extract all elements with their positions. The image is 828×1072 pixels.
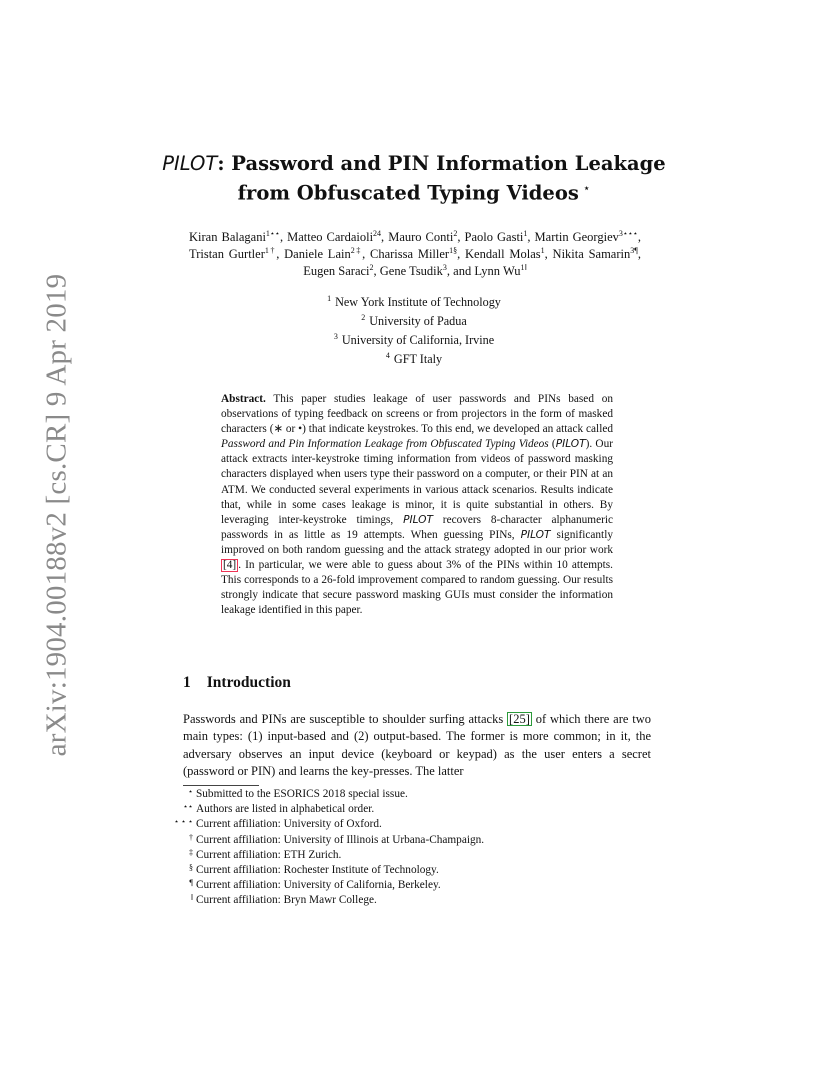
author: Lynn $Wu^{1‖}$ bbox=[474, 262, 527, 278]
author: Daniele Lain$^{2\ddagger}$, bbox=[284, 245, 370, 261]
section-number: 1 bbox=[183, 674, 191, 691]
section-title: Introduction bbox=[206, 674, 291, 691]
author: Matteo Cardaioli$^{24}$, bbox=[287, 228, 389, 244]
footnote: ‡ Current affiliation: ETH Zurich. bbox=[189, 847, 342, 861]
affiliation: $^1$ New York Institute of Technology bbox=[327, 294, 501, 310]
intro-paragraph: Passwords and PINs are susceptible to shoulder surfing attacks [25] of which there are two main types: (1) input-based and (2) output-based. The former is more common; in it, the adversary observes an input device (keyboard or keypad) as the user enters a secret (password or PIN) and learns the key-presses. The latter bbox=[183, 712, 652, 779]
arxiv-identifier: arXiv:1904.00188v2 [cs.CR] 9 Apr 2019 bbox=[40, 273, 73, 757]
system-name: PILOT bbox=[403, 513, 433, 526]
footnote: ¶ Current affiliation: University of California, Berkeley. bbox=[189, 878, 441, 892]
author: Eugen Saraci$^2$, bbox=[303, 262, 380, 278]
author: Nikita Samarin$^{3\P}$, bbox=[552, 245, 641, 261]
title-line1: : Password and PIN Information Leakage bbox=[217, 152, 666, 175]
author: Charissa Miller$^{1\S}$, bbox=[369, 245, 465, 261]
affiliation: $^4$ GFT Italy bbox=[385, 351, 443, 367]
citation-link[interactable]: [4] bbox=[223, 559, 237, 572]
footnote: ⋆ Submitted to the ESORICS 2018 special issue. bbox=[187, 787, 408, 800]
author: Paolo Gasti$^1$, bbox=[464, 228, 535, 244]
affiliation-list bbox=[200, 291, 628, 367]
citation-link[interactable]: [25] bbox=[509, 712, 530, 726]
abstract-label: Abstract. bbox=[221, 393, 266, 405]
footnote: † Current affiliation: University of Illinois at Urbana-Champaign. bbox=[189, 832, 485, 846]
author: Kendall Molas$^1$, bbox=[465, 245, 553, 261]
footnote: ⋆ ⋆ ⋆ Current affiliation: University of Oxford. bbox=[173, 817, 382, 831]
author-list bbox=[189, 229, 641, 280]
attack-full-name: Password and Pin Information Leakage from Obfuscated Typing Videos bbox=[221, 438, 549, 451]
author: Kiran Balagani$^{1⋆⋆}$, bbox=[189, 228, 288, 244]
section-heading bbox=[183, 674, 291, 692]
paper-title bbox=[160, 151, 668, 206]
footnote: ⋆⋆ Authors are listed in alphabetical order. bbox=[182, 802, 375, 816]
title-line2: from Obfuscated Typing Videos bbox=[237, 181, 579, 205]
affiliation: $^2$ University of Padua bbox=[361, 313, 467, 329]
footnote: § Current affiliation: Rochester Institute of Technology. bbox=[189, 863, 439, 877]
footnotes bbox=[160, 787, 630, 909]
author: Mauro Conti$^2$, bbox=[388, 228, 465, 244]
author: Tristan Gurtler$^{1\dagger}$, bbox=[189, 245, 285, 261]
footnote: ‖ Current affiliation: Bryn Mawr College. bbox=[190, 893, 377, 907]
title-system-name: PILOT bbox=[162, 152, 218, 175]
footnote-rule bbox=[183, 785, 259, 786]
author: Martin Georgiev$^{3⋆⋆⋆}$, bbox=[534, 228, 642, 244]
abstract: Abstract. This paper studies leakage of user passwords and PINs based on observations of typing feedback on screens or from projectors in the form of masked characters (∗ or •) that indicate keystrokes. To this end, we developed an attack called Password and Pin Information Leakage from Obfuscated Typing Videos (PILOT). Our attack extracts inter-keystroke timing information from videos of password masking characters displayed when users type their password on a computer, or their PIN at an ATM. We conducted several experiments in various attack scenarios. Results indicate that, while in some cases leakage is minor, it is quite substantial in others. By leveraging inter-keystroke timings, PILOT recovers 8-character alphanumeric passwords in as little as 19 attempts. When guessing PINs, PILOT significantly improved on both random guessing and the attack strategy adopted in our prior work [4] . In particular, we were able to guess about 3% of the PINs within 10 attempts. This corresponds to a 26-fold improvement compared to random guessing. Our results strongly indicate that secure password masking GUIs must consider the information leakage identified in this paper. bbox=[221, 393, 613, 617]
affiliation: $^3$ University of California, Irvine bbox=[333, 332, 495, 348]
system-name: PILOT bbox=[555, 438, 586, 451]
system-name: PILOT bbox=[520, 528, 551, 541]
title-footnote-mark: ⋆ bbox=[582, 181, 591, 195]
author: Gene Tsudik$^3$, and bbox=[379, 262, 475, 278]
